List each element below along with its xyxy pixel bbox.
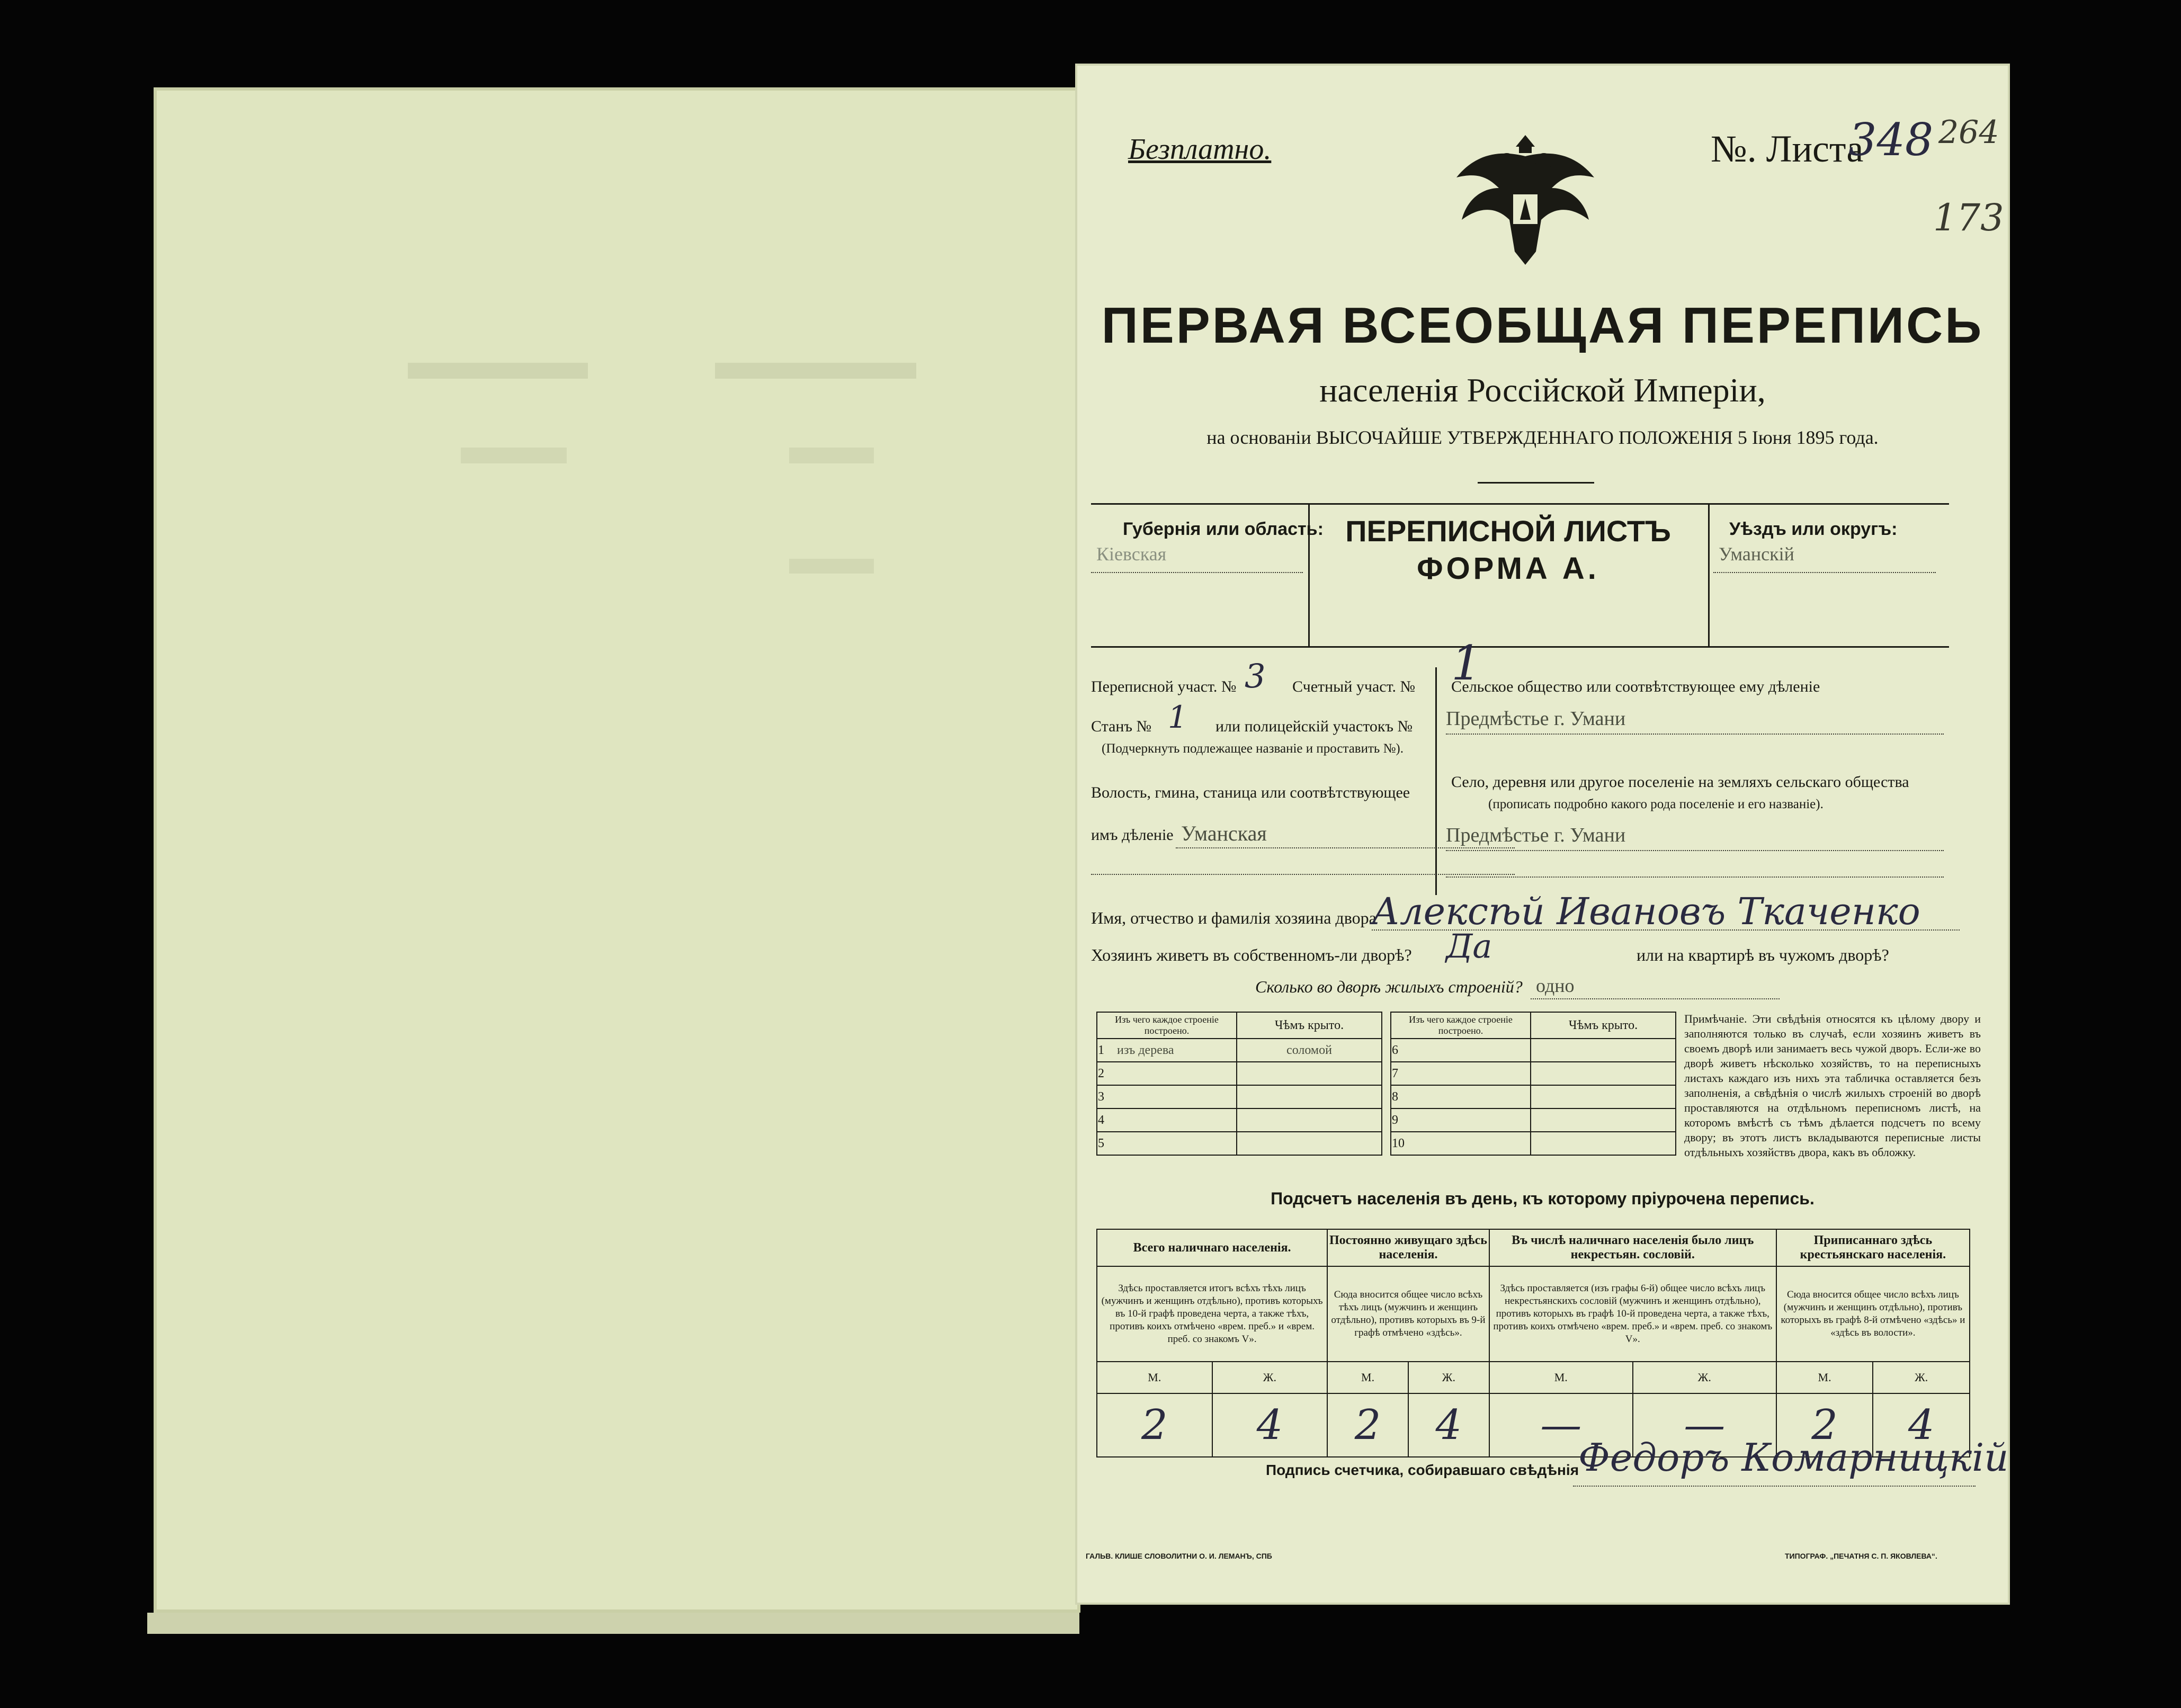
district-value: Уманскій xyxy=(1719,543,1794,565)
bleed-through-mark xyxy=(408,363,588,379)
bleed-through-mark xyxy=(789,448,874,463)
volost-label: Волость, гмина, станица или соотвѣтствующее xyxy=(1091,784,1410,801)
row-number: 8 xyxy=(1391,1085,1531,1108)
underline xyxy=(1091,572,1303,573)
underline xyxy=(1446,877,1944,878)
column-description: Сюда вносится общее число всѣхъ тѣхъ лицъ (мужчинъ и женщинъ отдѣльно), противъ которыхъ въ 9-й графѣ отмѣчено «здѣсь». xyxy=(1327,1266,1489,1362)
bleed-through-mark xyxy=(461,448,567,463)
female-label: Ж. xyxy=(1408,1362,1489,1393)
tally-value: 4 xyxy=(1408,1393,1489,1457)
counting-area-label: Счетный участ. № xyxy=(1292,678,1416,695)
double-headed-eagle-icon xyxy=(1446,119,1605,278)
buildings-label: Сколько во дворѣ жилыхъ строеній? xyxy=(1255,977,1523,996)
left-page xyxy=(154,87,1080,1613)
column-description: Здѣсь проставляется (изъ графы 6-й) общее число всѣхъ лицъ некрестьянскихъ сословій (мужчинъ и женщинъ отдѣльно), противъ которыхъ въ графѣ 10-й проведена черта, а также тѣхъ, противъ коихъ отмѣчено «врем. преб.» и «врем. преб. со знакомъ V». xyxy=(1489,1266,1776,1362)
province-value: Кіевская xyxy=(1096,543,1167,565)
tally-value: 4 xyxy=(1212,1393,1328,1457)
society-value: Предмѣстье г. Умани xyxy=(1446,708,1626,730)
material-cell: изъ дерева xyxy=(1117,1043,1174,1057)
row-number: 1 xyxy=(1098,1043,1104,1057)
village-label: Село, деревня или другое поселеніе на земляхъ сельскаго общества xyxy=(1451,773,1909,791)
divider xyxy=(1708,503,1710,646)
divider xyxy=(1091,503,1949,505)
signature-label: Подпись счетчика, собиравшаго свѣдѣнія xyxy=(1266,1462,1579,1478)
male-label: М. xyxy=(1489,1362,1633,1393)
table-row xyxy=(1097,1108,1382,1132)
owner-label: Имя, отчество и фамилія хозяина двора xyxy=(1091,908,1376,927)
male-label: М. xyxy=(1327,1362,1408,1393)
society-label: Сельское общество или соотвѣтствующее ему дѣленіе xyxy=(1451,678,1820,695)
village-value: Предмѣстье г. Умани xyxy=(1446,824,1626,846)
row-number: 6 xyxy=(1391,1039,1531,1062)
printer-right: ТИПОГРАФ. „ПЕЧАТНЯ С. П. ЯКОВЛЕВА“. xyxy=(1785,1552,1937,1560)
underline xyxy=(1446,850,1944,851)
roof-cell xyxy=(1237,1062,1382,1085)
table-row xyxy=(1391,1039,1676,1062)
district-label: Уѣздъ или округъ: xyxy=(1729,519,1898,539)
ornament-divider xyxy=(1478,482,1594,484)
buildings-table-left xyxy=(1096,1012,1382,1156)
police-label: или полицейскій участокъ № xyxy=(1215,718,1413,735)
table-row xyxy=(1097,1039,1382,1062)
roof-cell xyxy=(1237,1085,1382,1108)
own-yard-label: Хозяинъ живетъ въ собственномъ-ли дворѣ? xyxy=(1091,945,1412,964)
form-title: ПЕРЕПИСНОЙ ЛИСТЪ xyxy=(1345,514,1671,548)
volost-value: Уманская xyxy=(1181,821,1267,845)
free-label: Безплатно. xyxy=(1128,133,1272,166)
census-area-value: 3 xyxy=(1245,657,1266,695)
female-label: Ж. xyxy=(1633,1362,1776,1393)
row-number: 2 xyxy=(1097,1062,1237,1085)
tally-value: 2 xyxy=(1776,1393,1873,1457)
male-label: М. xyxy=(1097,1362,1212,1393)
buildings-value: одно xyxy=(1536,975,1575,996)
tally-value: 2 xyxy=(1097,1393,1212,1457)
roof-cell xyxy=(1237,1108,1382,1132)
underline-note: (Подчеркнуть подлежащее названіе и проставить №). xyxy=(1102,741,1404,756)
row-number: 7 xyxy=(1391,1062,1531,1085)
census-form-page xyxy=(1075,64,2010,1605)
table-row xyxy=(1097,1132,1382,1155)
owner-value: Алексѣй Ивановъ Ткаченко xyxy=(1372,890,1920,933)
row-number: 3 xyxy=(1097,1085,1237,1108)
female-label: Ж. xyxy=(1873,1362,1970,1393)
stan-label: Станъ № xyxy=(1091,718,1152,735)
buildings-table-right xyxy=(1390,1012,1676,1156)
tally-value: 2 xyxy=(1327,1393,1408,1457)
table-row xyxy=(1391,1085,1676,1108)
column-header: Постоянно живущаго здѣсь населенія. xyxy=(1327,1229,1489,1266)
column-header: Въ числѣ наличнаго населенія было лицъ некрестьян. сословій. xyxy=(1489,1229,1776,1266)
rent-label: или на квартирѣ въ чужомъ дворѣ? xyxy=(1637,945,1889,964)
tally-value: — xyxy=(1489,1393,1633,1457)
underline xyxy=(1176,847,1515,848)
counting-area-value: 1 xyxy=(1451,636,1482,691)
roof-cell: соломой xyxy=(1237,1039,1382,1062)
column-header: Всего наличнаго населенія. xyxy=(1097,1229,1327,1266)
column-divider xyxy=(1435,667,1437,895)
roof-cell xyxy=(1237,1132,1382,1155)
underline xyxy=(1531,998,1780,999)
female-label: Ж. xyxy=(1212,1362,1328,1393)
census-area-label: Переписной участ. № xyxy=(1091,678,1237,695)
column-header: Изъ чего каждое строеніе построено. xyxy=(1097,1012,1237,1039)
column-header: Чѣмъ крыто. xyxy=(1531,1012,1676,1039)
page-title: ПЕРВАЯ ВСЕОБЩАЯ ПЕРЕПИСЬ xyxy=(1101,297,1984,354)
province-label: Губернія или область: xyxy=(1123,519,1324,539)
male-label: М. xyxy=(1776,1362,1873,1393)
underline xyxy=(1446,734,1944,735)
row-number: 4 xyxy=(1097,1108,1237,1132)
archive-number-2: 173 xyxy=(1933,196,2004,239)
legal-basis: на основаніи ВЫСОЧАЙШЕ УТВЕРЖДЕННАГО ПОЛОЖЕНІЯ 5 Іюня 1895 года. xyxy=(1206,427,1879,448)
divider xyxy=(1091,646,1949,648)
village-note: (прописать подробно какого рода поселеніе и его названіе). xyxy=(1488,797,1824,811)
page-subtitle: населенія Россійской Имперіи, xyxy=(1319,371,1766,409)
column-header: Чѣмъ крыто. xyxy=(1237,1012,1382,1039)
sheet-number-value: 348 xyxy=(1848,114,1934,166)
sheet-number-label: №. Листа xyxy=(1711,128,1864,170)
underline xyxy=(1091,874,1515,875)
population-tally-table xyxy=(1096,1229,1970,1457)
note-text: Примѣчаніе. Эти свѣдѣнія относятся къ цѣлому двору и заполняются только въ случаѣ, если хозяинъ живетъ въ своемъ дворѣ или занимаетъ весь чужой дворъ. Если-же во дворѣ живетъ нѣсколько хозяйствъ, то на переписныхъ листахъ каждаго изъ нихъ эта табличка оставляется безъ заполненія, а свѣдѣнія о числѣ жилыхъ строеній во дворѣ проставляются на отдѣльномъ переписномъ листѣ, на которомъ вмѣстѣ съ тѣмъ дѣлается подсчетъ по всему двору; въ этотъ листъ вкладываются переписные листы отдѣльныхъ хозяйствъ двора, какъ въ обложку. xyxy=(1684,1012,1981,1159)
underline xyxy=(1573,1486,1976,1487)
column-description: Сюда вносится общее число всѣхъ лицъ (мужчинъ и женщинъ отдѣльно), противъ которыхъ въ графѣ 8-й отмѣчено «здѣсь» и «здѣсь въ волости». xyxy=(1776,1266,1970,1362)
column-description: Здѣсь проставляется итогъ всѣхъ тѣхъ лицъ (мужчинъ и женщинъ отдѣльно), противъ которыхъ въ 10-й графѣ проведена черта, а также тѣхъ, противъ коихъ отмѣчено «врем. преб.» и «врем. преб. со знакомъ V». xyxy=(1097,1266,1327,1362)
tally-title: Подсчетъ населенія въ день, къ которому пріурочена перепись. xyxy=(1271,1189,1814,1208)
volost-label-2: имъ дѣленіе xyxy=(1091,826,1174,844)
column-header: Приписаннаго здѣсь крестьянскаго населенія. xyxy=(1776,1229,1970,1266)
archive-number: 264 xyxy=(1938,114,1999,151)
row-number: 9 xyxy=(1391,1108,1531,1132)
table-row xyxy=(1097,1062,1382,1085)
row-number: 10 xyxy=(1391,1132,1531,1155)
bleed-through-mark xyxy=(715,363,916,379)
bleed-through-mark xyxy=(789,559,874,574)
table-row xyxy=(1391,1062,1676,1085)
underline xyxy=(1713,572,1936,573)
table-row xyxy=(1391,1108,1676,1132)
stan-value: 1 xyxy=(1168,699,1187,735)
table-row xyxy=(1391,1132,1676,1155)
signature-value: Федоръ Комарницкій xyxy=(1578,1435,2009,1480)
page-edge xyxy=(147,1613,1079,1634)
printer-left: ГАЛЬВ. КЛИШЕ СЛОВОЛИТНИ О. И. ЛЕМАНЪ, СПБ xyxy=(1086,1552,1272,1560)
table-row xyxy=(1097,1085,1382,1108)
row-number: 5 xyxy=(1097,1132,1237,1155)
tally-value: 4 xyxy=(1873,1393,1970,1457)
own-yard-value: Да xyxy=(1446,927,1492,965)
form-subtitle: ФОРМА А. xyxy=(1417,551,1599,586)
tally-value: — xyxy=(1633,1393,1776,1457)
column-header: Изъ чего каждое строеніе построено. xyxy=(1391,1012,1531,1039)
